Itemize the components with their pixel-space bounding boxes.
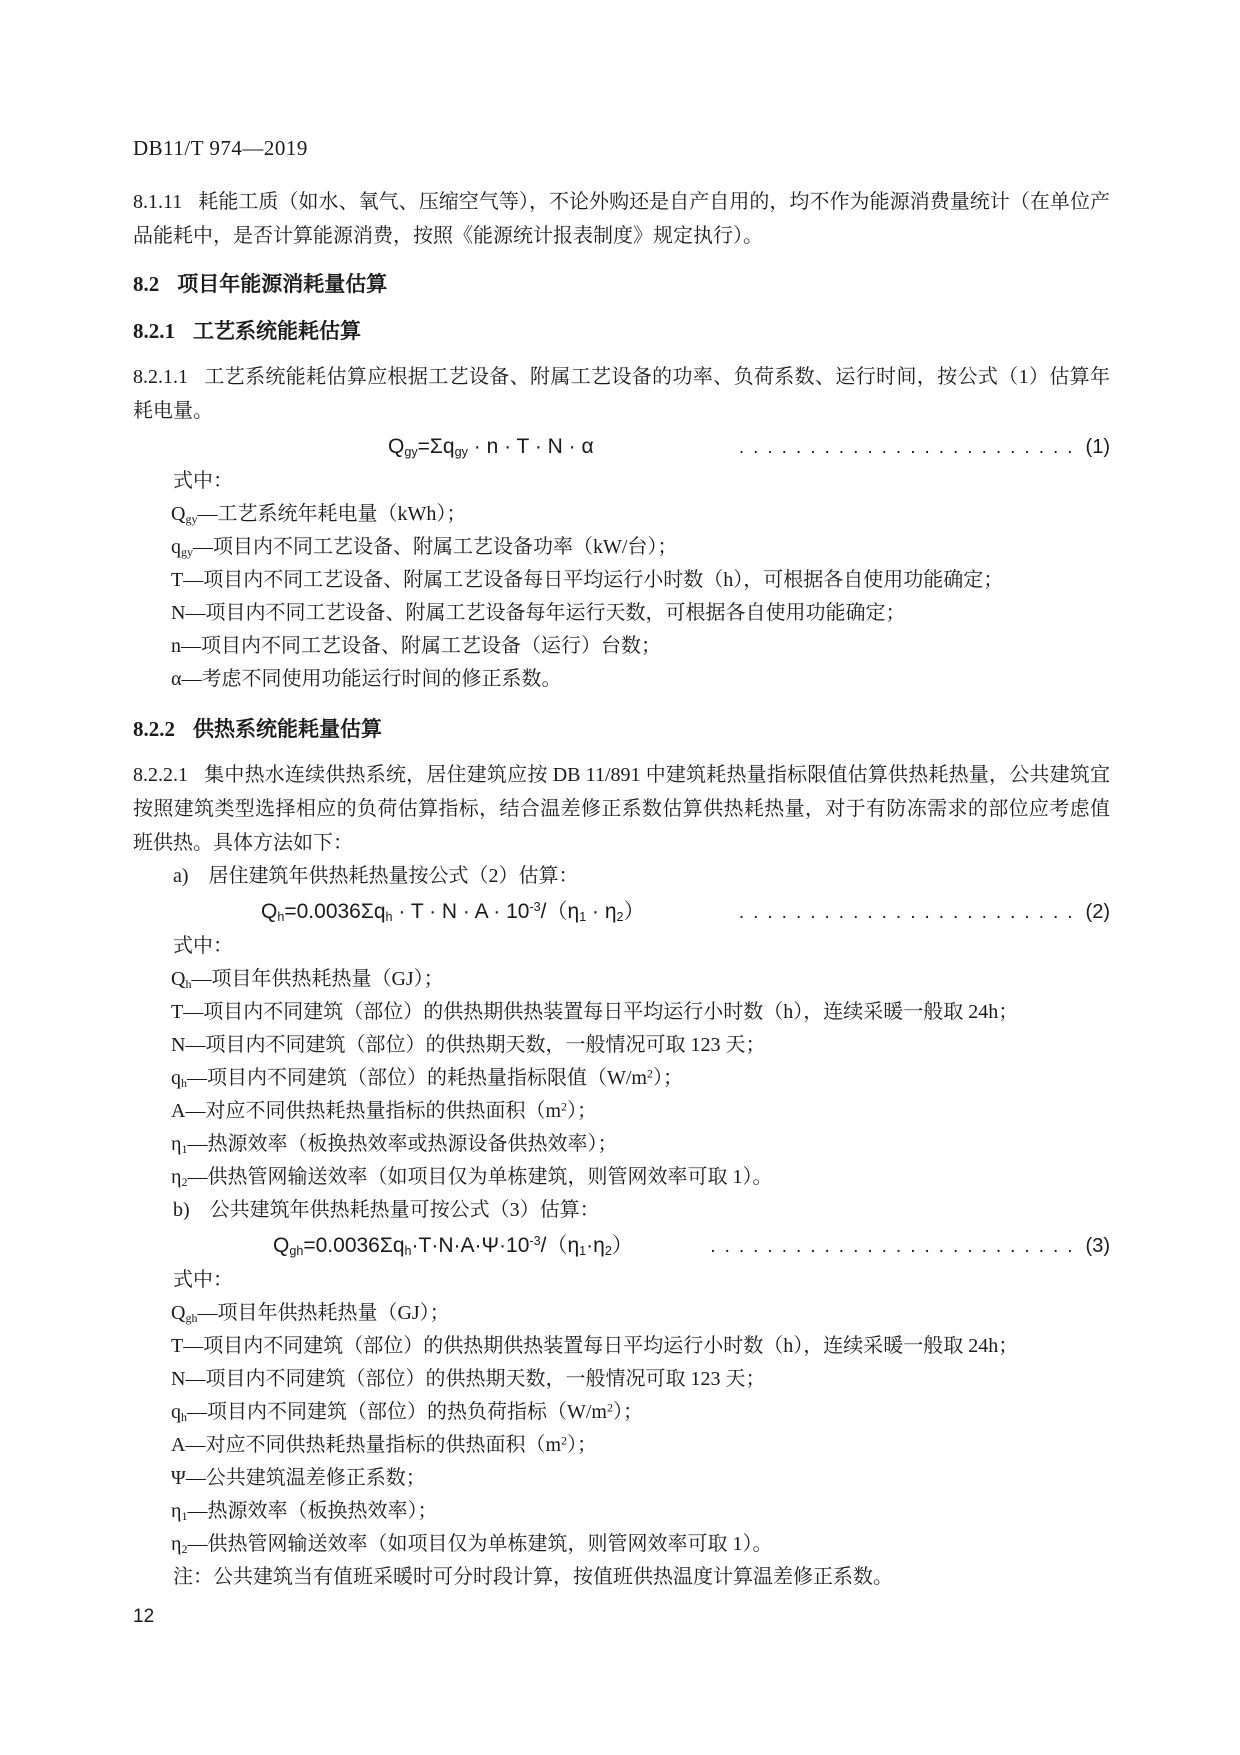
clause-8-1-11 (133, 185, 1110, 253)
heading-8-2 (133, 269, 1110, 300)
formula-2-expression: $Q_h=0.0036\Sigma q_h \cdot T \cdot N \cdot A \cdot 10^{-3}/(\eta_1 \cdot \eta_2)$ (261, 900, 645, 925)
clause-8-2-2-1 (133, 758, 1110, 860)
formula-3-definition: $\eta_1—$热源效率（板换热效率）； (171, 1500, 438, 1523)
formula-3-definition: $\eta_2—$供热管网输送效率（如项目仅为单栋建筑，则管网效率可取 1）。 (171, 1533, 773, 1556)
formula-3-expression: $Q_{gh}=0.0036\Sigma q_h\cdot T\cdot N\cdot A\cdot\Psi\cdot 10^{-3}/(\eta_1\cdot\eta_2)$ (273, 1234, 633, 1259)
clause-note: 注：公共建筑当有值班采暖时可分时段计算，按值班供热温度计算温差修正系数。 (173, 1566, 893, 1588)
formula-2-where-label: 式中： (173, 935, 233, 957)
heading-8-2-title: 项目年能源消耗量估算 (177, 273, 388, 296)
clause-8-2-1-1 (133, 360, 1110, 428)
formula-2-definition: $q_h—$项目内不同建筑（部位）的耗热量指标限值$(W/m^2)$； (171, 1066, 683, 1090)
formula-3-dot-leader: .......................... (710, 1236, 1082, 1257)
formula-1-definition: α—考虑不同使用功能运行时间的修正系数。 (171, 668, 562, 690)
formula-3-definition: Ψ—公共建筑温差修正系数； (171, 1467, 426, 1489)
formula-1-expression: $Q_{gy}=\Sigma q_{gy} \cdot n \cdot T \cdot N \cdot \alpha$ (388, 435, 594, 460)
formula-3-definition: $Q_{gh}—$项目年供热耗热量（GJ）； (171, 1302, 450, 1325)
formula-1 (133, 430, 1110, 465)
formula-2-definition: T—项目内不同建筑（部位）的供热期供热装置每日平均运行小时数（h），连续采暖一般取 24h； (171, 1001, 1019, 1023)
formula-1-dot-leader: ........................ (738, 437, 1082, 458)
formula-2-definition: $Q_h—$项目年供热耗热量（GJ）； (171, 968, 444, 991)
formula-3-number: (3) (1085, 1235, 1110, 1257)
formula-3-where-label: 式中： (173, 1269, 233, 1291)
formula-3-definition: $q_h—$项目内不同建筑（部位）的热负荷指标$(W/m^2)$； (171, 1400, 643, 1424)
heading-8-2-2 (133, 714, 1110, 745)
formula-3-definition: A—对应不同供热耗热量指标的供热面积$(m^2)$； (171, 1433, 597, 1456)
doc-code-header: DB11/T 974—2019 (133, 136, 308, 160)
clause-8-2-1-1-text: 工艺系统能耗估算应根据工艺设备、附属工艺设备的功率、负荷系数、运行时间，按公式（1）估算年耗电量。 (133, 366, 1110, 422)
heading-8-2-1-number: 8.2.1 (133, 319, 175, 343)
formula-2-definition: $\eta_2—$供热管网输送效率（如项目仅为单栋建筑，则管网效率可取 1）。 (171, 1166, 773, 1189)
list-item-a: a) 居住建筑年供热耗热量按公式（2）估算： (173, 865, 579, 887)
formula-2-definition: N—项目内不同建筑（部位）的供热期天数，一般情况可取 123 天； (171, 1034, 766, 1056)
formula-1-number: (1) (1085, 436, 1110, 458)
formula-2-dot-leader: ........................ (738, 902, 1082, 923)
formula-2-definition: $\eta_1—$热源效率（板换热效率或热源设备供热效率）； (171, 1133, 618, 1156)
formula-1-definition: T—项目内不同工艺设备、附属工艺设备每日平均运行小时数（h），可根据各自使用功能确定； (171, 569, 1004, 591)
formula-2-number: (2) (1085, 901, 1110, 923)
clause-8-2-2-1-number: 8.2.2.1 (133, 764, 188, 786)
heading-8-2-2-number: 8.2.2 (133, 717, 175, 741)
heading-8-2-number: 8.2 (133, 272, 160, 296)
formula-2-definition: A—对应不同供热耗热量指标的供热面积$(m^2)$； (171, 1099, 597, 1122)
formula-1-where-label: 式中： (173, 470, 233, 492)
formula-1-definition: N—项目内不同工艺设备、附属工艺设备每年运行天数，可根据各自使用功能确定； (171, 602, 906, 624)
clause-8-1-11-number: 8.1.11 (133, 191, 183, 213)
clause-8-1-11-text: 耗能工质（如水、氧气、压缩空气等），不论外购还是自产自用的，均不作为能源消费量统计（在单位产品能耗中，是否计算能源消费，按照《能源统计报表制度》规定执行）。 (133, 191, 1110, 247)
formula-1-definition: n—项目内不同工艺设备、附属工艺设备（运行）台数； (171, 635, 661, 657)
formula-1-definition: $Q_{gy}—$工艺系统年耗电量（kWh）； (171, 503, 467, 526)
page-number: 12 (133, 1606, 155, 1627)
formula-3 (133, 1229, 1110, 1264)
formula-3-definition: T—项目内不同建筑（部位）的供热期供热装置每日平均运行小时数（h），连续采暖一般取 24h； (171, 1335, 1019, 1357)
clause-8-2-2-1-text: 集中热水连续供热系统，居住建筑应按 DB 11/891 中建筑耗热量指标限值估算供热耗热量，公共建筑宜按照建筑类型选择相应的负荷估算指标，结合温差修正系数估算供热耗热量，对于有防冻需求的部位应考虑值班供热。具体方法如下： (133, 764, 1110, 854)
formula-1-definition: $q_{gy}—$项目内不同工艺设备、附属工艺设备功率（kW/台）； (171, 536, 678, 559)
heading-8-2-2-title: 供热系统能耗量估算 (193, 718, 382, 741)
heading-8-2-1-title: 工艺系统能耗估算 (193, 320, 361, 343)
formula-3-definition: N—项目内不同建筑（部位）的供热期天数，一般情况可取 123 天； (171, 1368, 766, 1390)
list-item-b: b) 公共建筑年供热耗热量可按公式（3）估算： (173, 1199, 600, 1221)
heading-8-2-1 (133, 316, 1110, 347)
formula-2 (133, 895, 1110, 930)
clause-8-2-1-1-number: 8.2.1.1 (133, 366, 188, 388)
